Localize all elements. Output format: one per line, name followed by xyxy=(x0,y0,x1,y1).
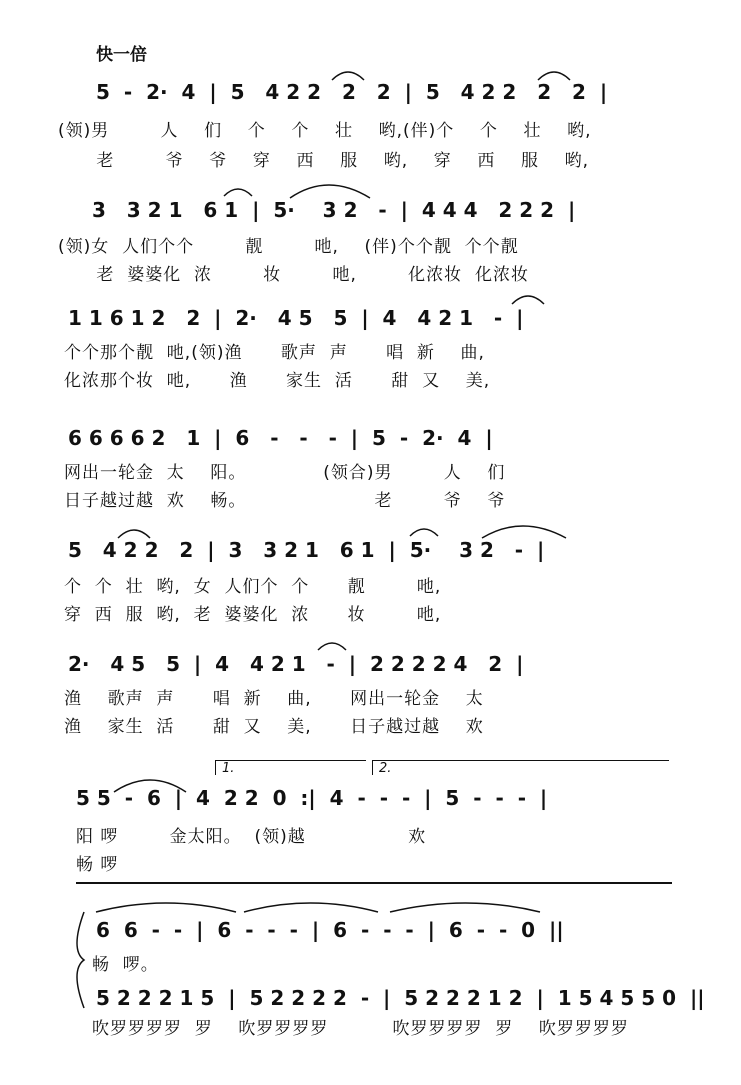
lyric-verse-2: 化浓那个妆 吔, 渔 家生 活 甜 又 美, xyxy=(64,371,491,391)
lyric-verse-1: 个 个 壮 哟, 女 人们个 个 靓 吔, xyxy=(64,577,442,597)
notation-line: 6 6 6 6 2 1 | 6 - - - | 5 - 2· 4 | xyxy=(68,426,493,450)
lyric-verse-2: 畅 啰 xyxy=(76,855,119,875)
slur xyxy=(114,780,186,792)
tie xyxy=(390,903,540,912)
slur xyxy=(538,72,570,80)
lyric-verse-2: 日子越过越 欢 畅。 老 爷 爷 xyxy=(64,491,506,511)
lyric-verse-2: 老 婆婆化 浓 妆 吔, 化浓妆 化浓妆 xyxy=(58,265,529,285)
lyric-verse-1: 网出一轮金 太 阳。 (领合)男 人 们 xyxy=(64,463,506,483)
lyric-verse-1: (领)男 人 们 个 个 壮 哟,(伴)个 个 壮 哟, xyxy=(58,121,592,141)
lower-part-lyric: 吹罗罗罗罗 罗 吹罗罗罗罗 吹罗罗罗罗 罗 吹罗罗罗罗 xyxy=(92,1019,629,1039)
notation-line: 3 3 2 1 6 1 | 5· 3 2 - | 4 4 4 2 2 2 | xyxy=(92,198,576,222)
slur xyxy=(318,643,346,650)
volta-2-label: 2. xyxy=(379,761,392,776)
lyric-verse-2: 穿 西 服 哟, 老 婆婆化 浓 妆 吔, xyxy=(64,605,442,625)
lyric-verse-2: 渔 家生 活 甜 又 美, 日子越过越 欢 xyxy=(64,717,484,737)
upper-part-lyric: 畅 啰。 xyxy=(92,955,159,975)
notation-line: 1 1 6 1 2 2 | 2· 4 5 5 | 4 4 2 1 - | xyxy=(68,306,524,330)
upper-part-notation: 6 6 - - | 6 - - - | 6 - - - | 6 - - 0 || xyxy=(96,918,564,942)
slur xyxy=(332,72,364,80)
slur xyxy=(410,529,438,536)
notation-line: 5 5 - 6 | 4 2 2 0 :| 4 - - - | 5 - - - | xyxy=(76,786,548,810)
notation-line: 2· 4 5 5 | 4 4 2 1 - | 2 2 2 2 4 2 | xyxy=(68,652,524,676)
brace xyxy=(77,912,84,1008)
lyric-verse-2: 老 爷 爷 穿 西 服 哟, 穿 西 服 哟, xyxy=(58,151,589,171)
lyric-verse-1: 个个那个靓 吔,(领)渔 歌声 声 唱 新 曲, xyxy=(64,343,485,363)
lyric-verse-1: 阳 啰 金太阳。 (领)越 欢 xyxy=(76,827,427,847)
lyric-verse-1: 渔 歌声 声 唱 新 曲, 网出一轮金 太 xyxy=(64,689,484,709)
notation-line: 5 4 2 2 2 | 3 3 2 1 6 1 | 5· 3 2 - | xyxy=(68,538,545,562)
tempo-marking: 快一倍 xyxy=(96,45,147,65)
slur xyxy=(224,189,252,196)
slur xyxy=(118,530,150,538)
notation-line: 5 - 2· 4 | 5 4 2 2 2 2 | 5 4 2 2 2 2 | xyxy=(96,80,608,104)
slur xyxy=(290,185,370,198)
lyric-verse-1: (领)女 人们个个 靓 吔, (伴)个个靓 个个靓 xyxy=(58,237,519,257)
slur xyxy=(482,526,566,538)
slur xyxy=(512,296,544,304)
tie xyxy=(244,903,378,912)
tie xyxy=(96,903,236,912)
volta-1-label: 1. xyxy=(222,761,235,776)
lower-part-notation: 5 2 2 2 1 5 | 5 2 2 2 2 - | 5 2 2 2 1 2 | 1 5 4 5 5 0 || xyxy=(96,986,705,1010)
